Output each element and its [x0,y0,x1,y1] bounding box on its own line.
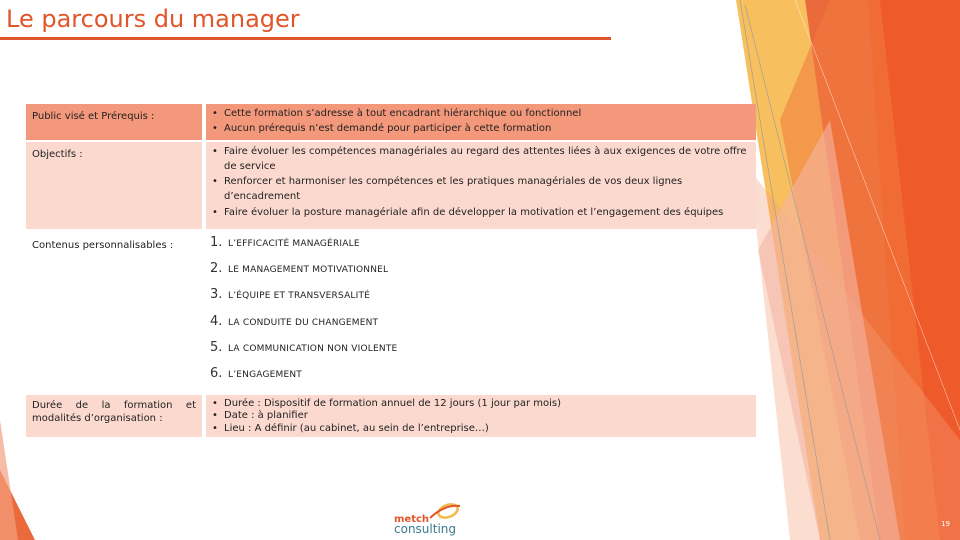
title-underline [0,37,611,40]
list-item [210,261,750,287]
item-number: 1. [210,234,223,250]
item-number: 2. [210,260,223,276]
row-label: Public visé et Prérequis : [26,104,202,140]
list-item: • Renforcer et harmoniser les compétences et les pratiques managériales de vos deux lignes d’encadrement [210,175,750,204]
list-item: • Faire évoluer la posture managériale afin de développer la motivation et l’engagement des équipes [210,206,750,221]
company-logo [390,502,464,538]
logo-text-bottom: consulting [394,522,456,536]
item-text: LA CONDUITE DU CHANGEMENT [228,317,379,328]
numbered-list [210,235,750,393]
page-number: 19 [941,520,950,528]
row-objectifs [26,142,756,229]
item-text: LA COMMUNICATION NON VIOLENTE [228,344,398,355]
item-number: 4. [210,313,223,329]
item-text: LE MANAGEMENT MOTIVATIONNEL [228,264,389,275]
list-item [210,366,750,392]
item-number: 5. [210,340,223,356]
page-title: Le parcours du manager [6,5,300,33]
bullet-list [210,398,750,436]
row-content [206,231,756,393]
bullet-list [210,145,750,221]
list-item: • Faire évoluer les compétences managériales au regard des attentes liées à aux exigences de votre offre de service [210,145,750,174]
row-public [26,104,756,140]
row-content [206,142,756,229]
list-item: • Date : à planifier [210,410,750,423]
bullet-list [210,107,750,136]
list-item: • Aucun prérequis n’est demandé pour participer à cette formation [210,122,750,137]
item-text: L’ENGAGEMENT [228,370,303,381]
list-item [210,287,750,313]
item-number: 3. [210,287,223,303]
row-label: Objectifs : [26,142,202,229]
list-item: • Durée : Dispositif de formation annuel de 12 jours (1 jour par mois) [210,398,750,411]
list-item [210,340,750,366]
row-label: Contenus personnalisables : [26,231,202,393]
item-text: L’ÉQUIPE ET TRANSVERSALITÉ [228,291,371,302]
logo-text-top: metch [394,514,430,525]
list-item: • Lieu : A définir (au cabinet, au sein de l’entreprise…) [210,423,750,436]
row-content [206,395,756,438]
row-label: Durée de la formation et modalités d’organisation : [26,395,202,438]
list-item: • Cette formation s’adresse à tout encadrant hiérarchique ou fonctionnel [210,107,750,122]
row-content [206,104,756,140]
list-item [210,235,750,261]
row-duree [26,395,756,438]
list-item [210,314,750,340]
item-number: 6. [210,366,223,382]
row-contenus [26,231,756,393]
program-table [26,104,756,437]
item-text: L’EFFICACITÉ MANAGÉRIALE [228,238,360,249]
